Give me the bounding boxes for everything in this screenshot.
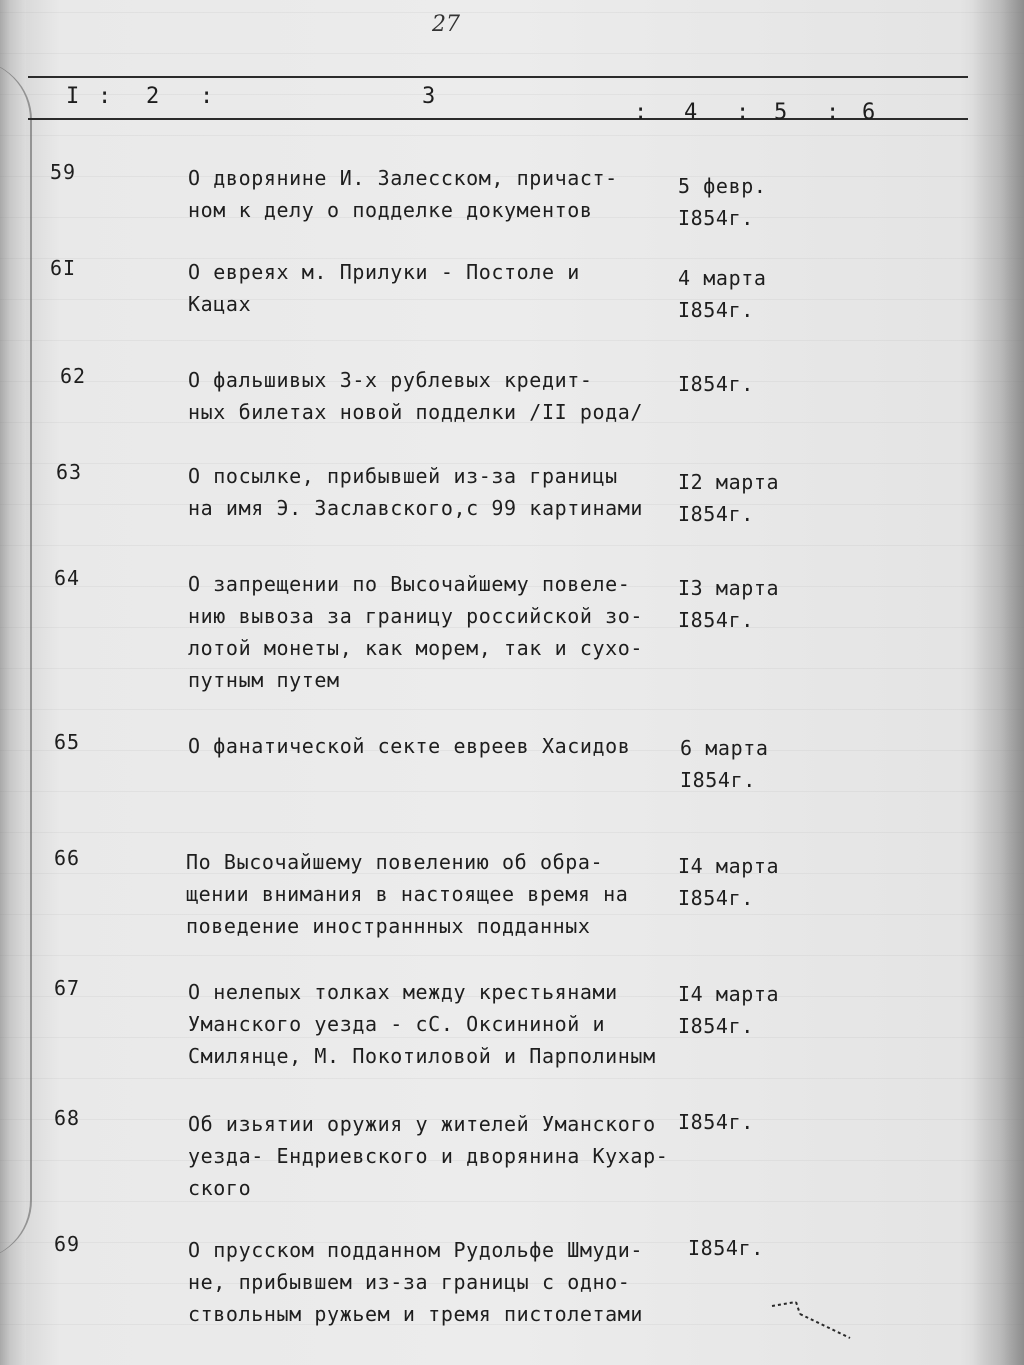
entry-description: Об изьятии оружия у жителей Уманского уезда- Ендриевского и дворянина Кухар- ского	[188, 1112, 669, 1200]
entry-description: О посылке, прибывшей из-за границы на имя Э. Заславского,с 99 картинами	[188, 464, 644, 520]
entry-description: По Высочайшему повелению об обра- щении внимания в настоящее время на поведение иностраннных подданных	[186, 850, 629, 938]
column-separator: :	[736, 100, 751, 125]
entry-date: I854г.	[678, 1110, 754, 1134]
entry-number: 65	[54, 730, 81, 754]
entry-description: О фальшивых 3-х рублевых кредит- ных билетах новой подделки /II рода/	[188, 368, 644, 424]
entry-description: О фанатической секте евреев Хасидов	[188, 734, 631, 758]
column-header-3: 3	[422, 84, 437, 109]
entry-date: I4 марта I854г.	[678, 854, 780, 910]
entry-number: 63	[56, 460, 83, 484]
column-separator: :	[200, 84, 215, 109]
column-separator: :	[634, 100, 649, 125]
entry-number: 6I	[50, 256, 77, 280]
page-number: 27	[432, 12, 460, 37]
entry-date: I3 марта I854г.	[678, 576, 780, 632]
pen-mark-icon	[770, 1300, 860, 1340]
entry-number: 59	[50, 160, 77, 184]
entry-description: О нелепых толках между крестьянами Уманского уезда - сС. Оксининой и Смилянце, М. Покотиловой и Парполиным	[188, 980, 656, 1068]
entry-date: I854г.	[678, 372, 754, 396]
entry-date: 6 марта I854г.	[680, 736, 769, 792]
binding-curve	[0, 60, 32, 1260]
entry-number: 64	[54, 566, 81, 590]
entry-number: 69	[54, 1232, 81, 1256]
entry-description: О дворянине И. Залесском, причаст- ном к делу о подделке документов	[188, 166, 618, 222]
entry-number: 68	[54, 1106, 81, 1130]
entry-number: 67	[54, 976, 81, 1000]
entry-number: 66	[54, 846, 81, 870]
entry-description: О запрещении по Высочайшему повеле- нию вывоза за границу российской зо- лотой монеты, как морем, так и сухо- путным путем	[188, 572, 644, 692]
entry-number: 62	[60, 364, 87, 388]
entry-date: I4 марта I854г.	[678, 982, 780, 1038]
column-header-2: 2	[146, 84, 161, 109]
column-header-4: 4	[684, 100, 699, 125]
entry-description: О прусском подданном Рудольфе Шмуди- не, прибывшем из-за границы с одно- ствольным ружьем и тремя пистолетами	[188, 1238, 644, 1326]
column-header-5: 5	[774, 100, 789, 125]
column-separator: :	[826, 100, 841, 125]
entry-date: 4 марта I854г.	[678, 266, 767, 322]
column-header-6: 6	[862, 100, 877, 125]
entry-date: I2 марта I854г.	[678, 470, 780, 526]
column-header-1: I	[66, 84, 81, 109]
entry-date: I854г.	[688, 1236, 764, 1260]
column-separator: :	[98, 84, 113, 109]
entry-description: О евреях м. Прилуки - Постоле и Кацах	[188, 260, 580, 316]
page-edge-shadow	[972, 0, 1024, 1365]
header-rule-top	[28, 76, 968, 78]
entry-date: 5 февр. I854г.	[678, 174, 767, 230]
